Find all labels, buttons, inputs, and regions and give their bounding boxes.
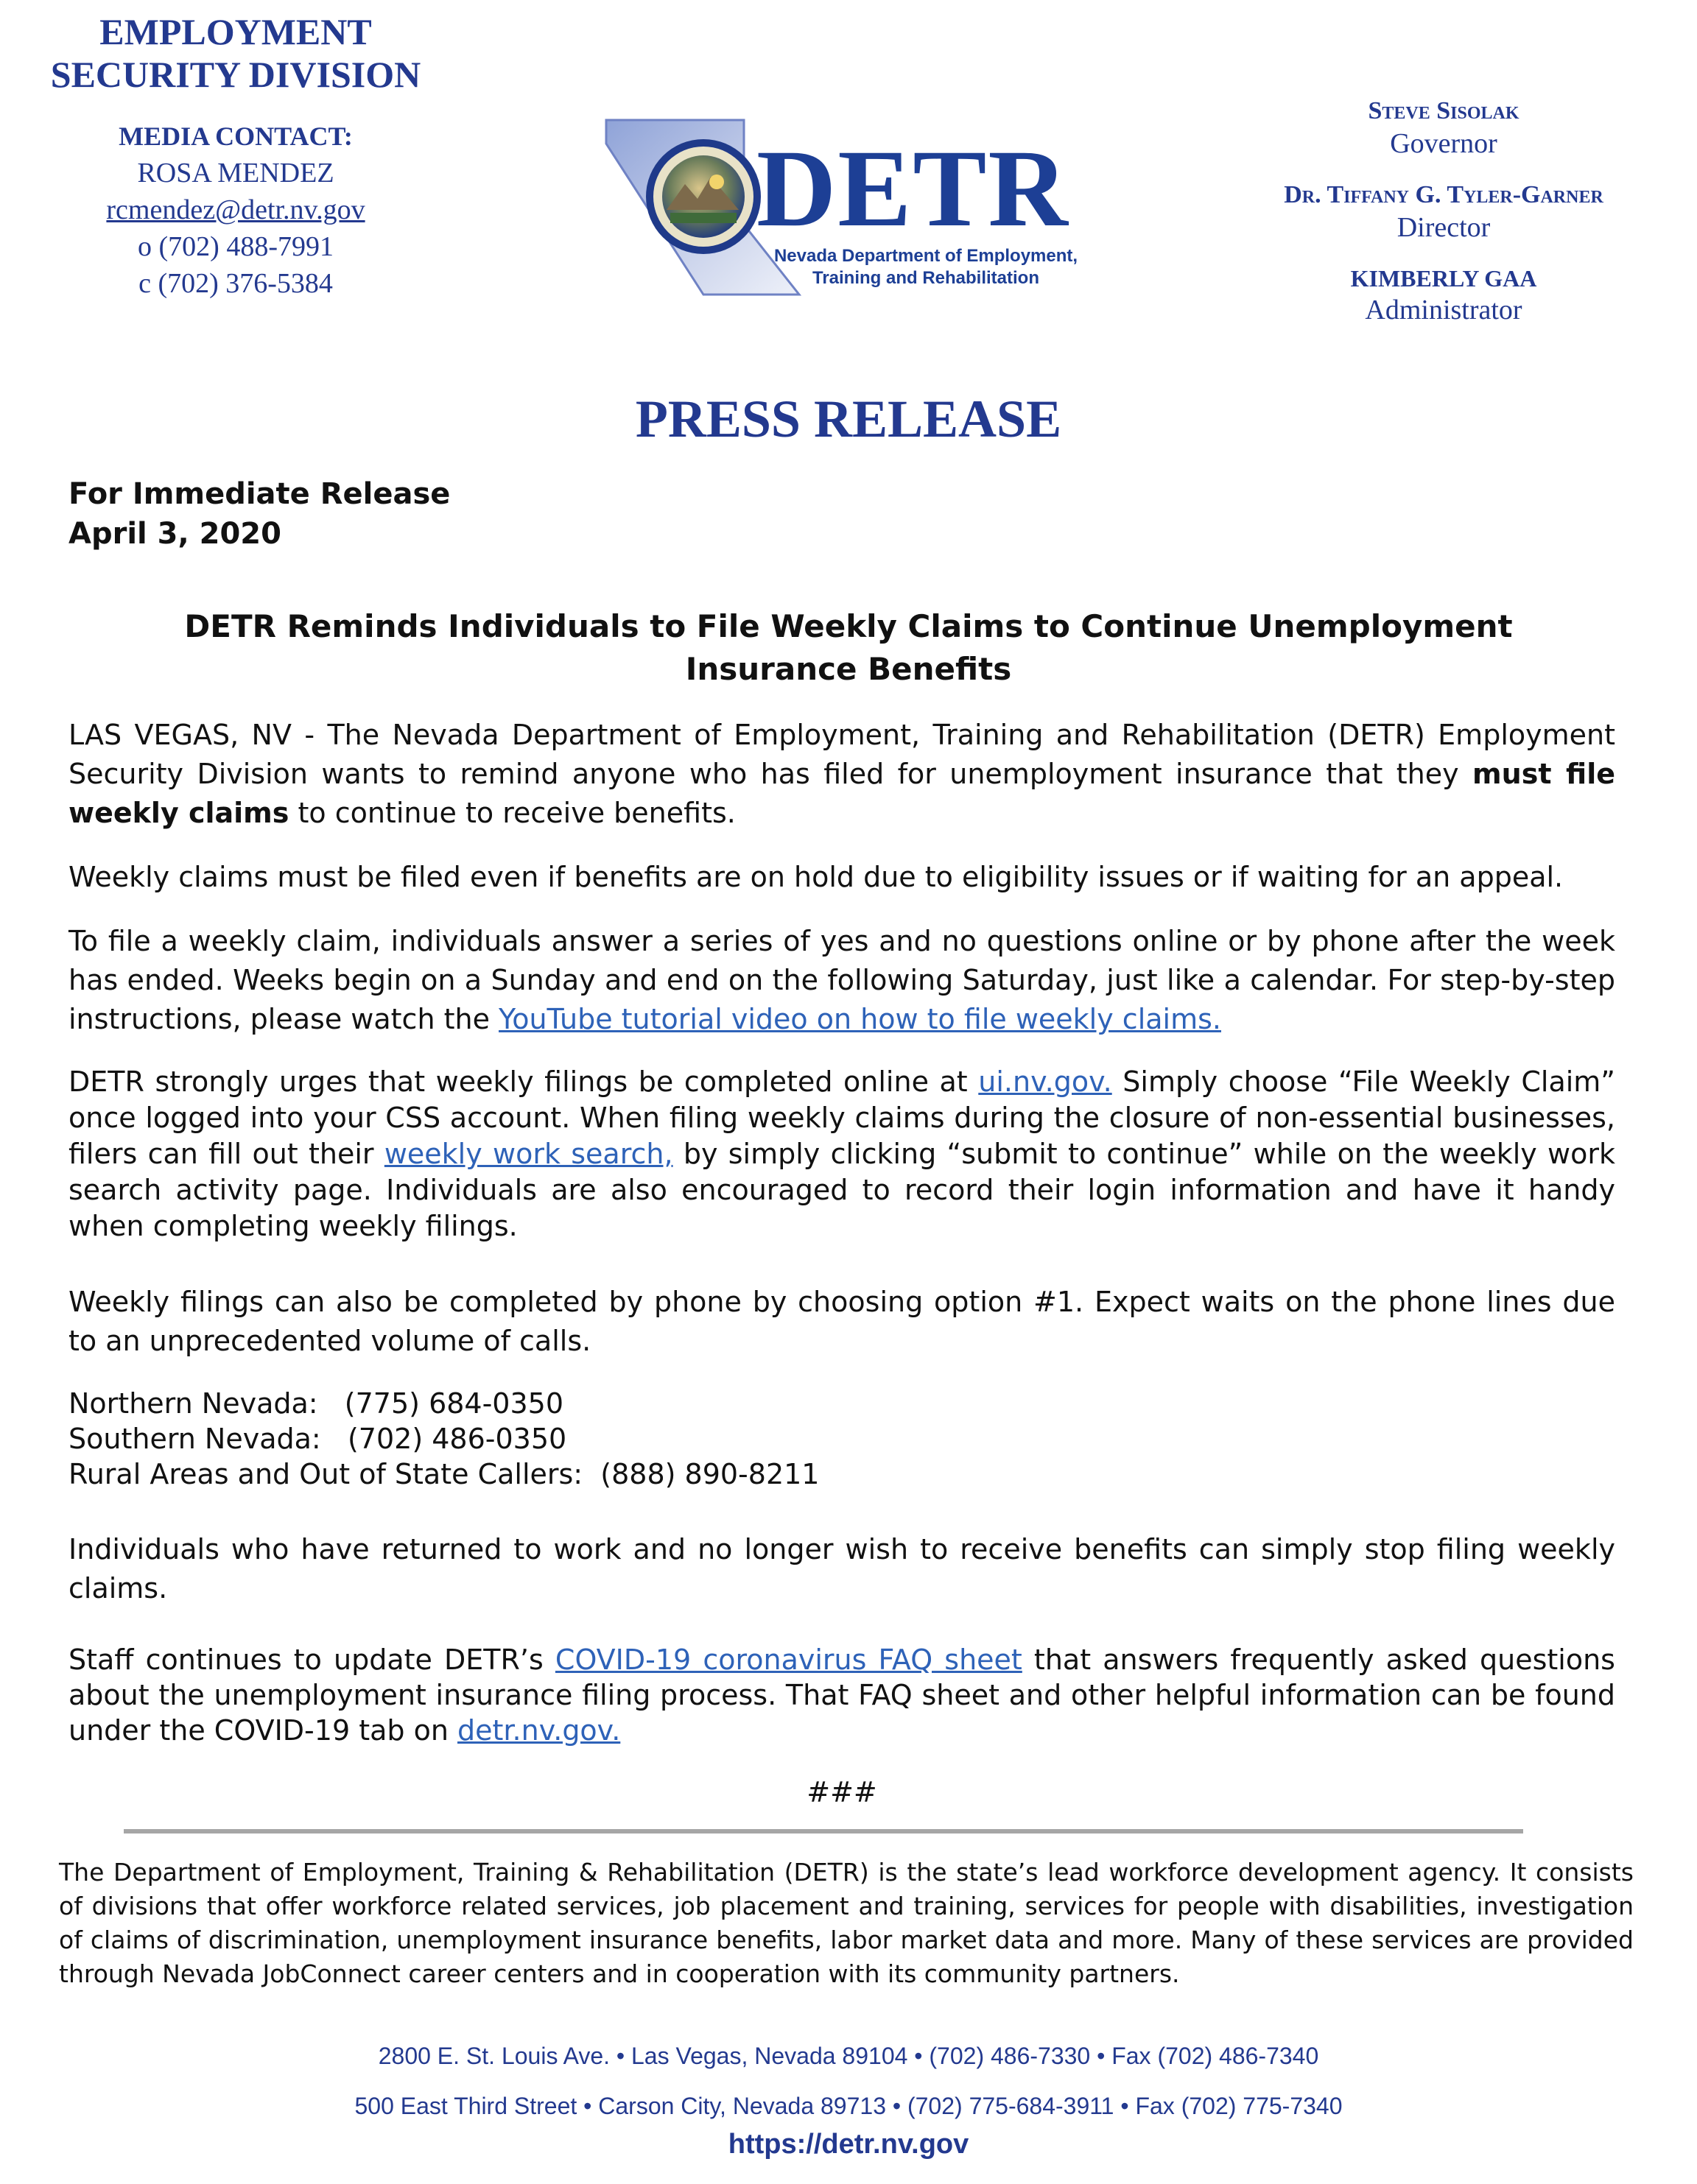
footer-website-link[interactable]: https://detr.nv.gov [728,2129,969,2160]
press-release-title: PRESS RELEASE [635,390,1062,448]
weekly-work-search-link[interactable]: weekly work search, [384,1138,673,1170]
media-contact-block [15,10,457,302]
division-title-line2: SECURITY DIVISION [50,54,421,95]
headline [74,605,1623,691]
paragraph-text: Simply choose “File Weekly Claim” once logged into your CSS account. When filing weekly claims during the closure of non-essential businesses, filers can fill out their [68,1065,1615,1170]
about-detr: The Department of Employment, Training & Rehabilitation (DETR) is the state’s lead workforce development agency. It consists of divisions that offer workforce related services, job placement and training, services for people with disabilities, investigation of claims of discrimination, unemployment insurance benefits, labor market data and more. Many of these services are provided through Nevada JobConnect career centers and in cooperation with its community partners. [59,1858,1634,1988]
director-title: Director [1396,212,1491,243]
paragraph-text: to continue to receive benefits. [289,797,736,829]
phone-southern-nevada: Southern Nevada: (702) 486-0350 [68,1423,567,1455]
contact-cell-phone: c (702) 376-5384 [138,268,333,299]
covid-faq-link[interactable]: COVID-19 coronavirus FAQ sheet [555,1644,1022,1676]
detr-logo [593,114,1094,298]
contact-email-link[interactable]: rcmendez@detr.nv.gov [106,194,365,225]
director-name: Dr. Tiffany G. Tyler-Garner [1284,181,1603,208]
paragraph-online-filing [68,1064,1615,1244]
paragraph-intro [68,716,1615,833]
logo-subtitle [764,245,1088,289]
logo-subtitle-line2: Training and Rehabilitation [812,268,1039,288]
administrator-name: KIMBERLY GAA [1350,265,1537,292]
paragraph-text: that answers frequently asked questions about the unemployment insurance filing process. That FAQ sheet and other helpful information can be found under the COVID-19 tab on [68,1644,1615,1747]
phone-northern-nevada: Northern Nevada: (775) 684-0350 [68,1387,564,1420]
phone-rural-out-of-state: Rural Areas and Out of State Callers: (888) 890-8211 [68,1458,820,1490]
governor-title: Governor [1390,128,1497,159]
end-mark: ### [807,1776,877,1808]
governor-name: Steve Sisolak [1368,97,1519,124]
administrator-title: Administrator [1365,295,1522,325]
division-title [15,10,457,96]
logo-subtitle-line1: Nevada Department of Employment, [773,246,1078,266]
contact-name: ROSA MENDEZ [137,158,334,189]
ui-nv-gov-link[interactable]: ui.nv.gov. [978,1065,1112,1098]
headline-line2: Insurance Benefits [685,651,1012,687]
detr-wordmark: DETR [756,127,1069,250]
phone-list [68,1386,1615,1492]
officials-block [1186,96,1697,346]
media-contact [15,118,457,302]
footer-las-vegas-address: 2800 E. St. Louis Ave. • Las Vegas, Nevada 89104 • (702) 486-7330 • Fax (702) 486-7340 [378,2043,1319,2069]
article-body [68,716,1615,1812]
detr-website-link[interactable]: detr.nv.gov. [457,1714,621,1747]
paragraph-text: To file a weekly claim, individuals answer a series of yes and no questions online or by phone after the week has ended. Weeks begin on a Sunday and end on the following Saturday, just like a calendar. For step-by-step instructions, please watch the [68,925,1615,1035]
youtube-tutorial-link[interactable]: YouTube tutorial video on how to file weekly claims. [499,1003,1221,1035]
division-title-line1: EMPLOYMENT [99,11,372,52]
release-type: For Immediate Release [68,477,451,511]
release-date: April 3, 2020 [68,517,281,551]
footer [0,2040,1697,2160]
release-info [68,474,450,554]
paragraph-text: by simply clicking “submit to continue” while on the weekly work search activity page. Individuals are also encouraged to record their login information and have it handy when completing weekly filings. [68,1138,1615,1242]
media-contact-label: MEDIA CONTACT: [119,121,353,151]
paragraph-phone-filing: Weekly filings can also be completed by phone by choosing option #1. Expect waits on the phone lines due to an unprecedented volume of calls. [68,1286,1615,1357]
paragraph-stop-filing: Individuals who have returned to work and no longer wish to receive benefits can simply stop filing weekly claims. [68,1533,1615,1604]
divider [124,1829,1523,1833]
paragraph-text: Staff continues to update DETR’s [68,1644,555,1676]
paragraph-how-to-file [68,922,1615,1039]
paragraph-eligibility: Weekly claims must be filed even if benefits are on hold due to eligibility issues or if waiting for an appeal. [68,861,1564,893]
footer-carson-city-address: 500 East Third Street • Carson City, Nevada 89713 • (702) 775-684-3911 • Fax (702) 775-7340 [354,2093,1343,2119]
paragraph-text: DETR strongly urges that weekly filings be completed online at [68,1065,979,1098]
headline-line1: DETR Reminds Individuals to File Weekly Claims to Continue Unemployment [184,608,1513,644]
paragraph-faq [68,1642,1615,1748]
paragraph-text: LAS VEGAS, NV - The Nevada Department of Employment, Training and Rehabilitation (DETR) Employment Security Division wants to remind anyone who has filed for unemployment insurance that they [68,719,1615,790]
emphasis-text: must file weekly claims [68,758,1615,829]
contact-office-phone: o (702) 488-7991 [138,231,334,262]
